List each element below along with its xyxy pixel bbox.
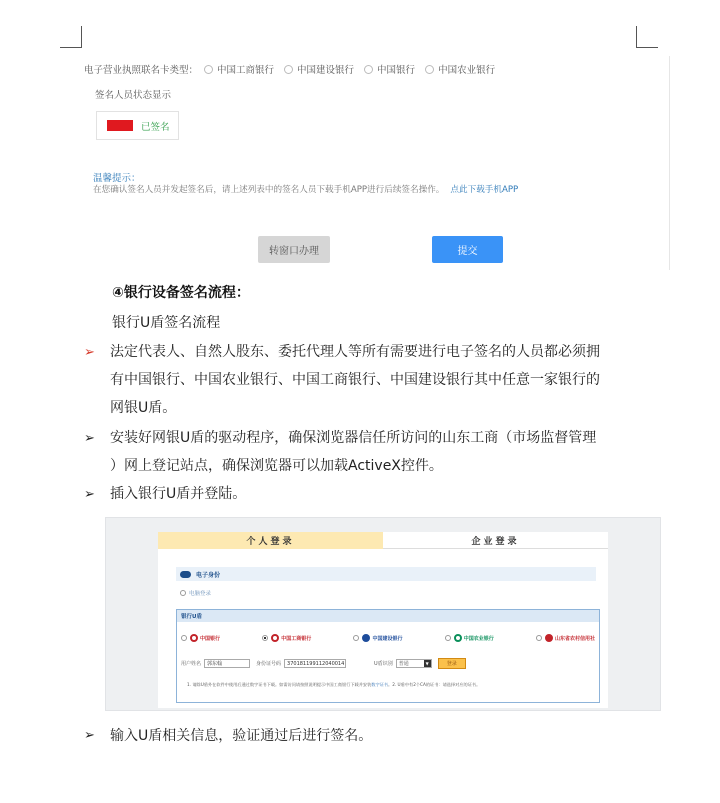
username-input[interactable]: 郭东翰 bbox=[204, 659, 250, 668]
card-option-icbc[interactable]: 中国工商银行 bbox=[204, 62, 274, 76]
sdrcu-logo-icon bbox=[545, 634, 553, 642]
status-title: 签名人员状态显示 bbox=[95, 90, 172, 101]
bullet-arrow-icon: ➢ bbox=[84, 728, 95, 743]
radio-icon bbox=[445, 635, 451, 641]
signing-form-screenshot bbox=[82, 56, 670, 270]
bullet-arrow-icon: ➢ bbox=[84, 431, 95, 446]
ukey-login-form: 用户姓名 郭东翰 身份证号码 370181199112040014 U盾识别 普通 ▼ 登录 bbox=[181, 658, 595, 669]
bank-option-ccb[interactable]: 中国建设银行 bbox=[353, 634, 402, 642]
bank-option-boc[interactable]: 中国银行 bbox=[181, 634, 220, 642]
page-corner-mark-left bbox=[60, 26, 82, 48]
login-tabs bbox=[158, 532, 608, 549]
bank-option-sdrcu[interactable]: 山东省农村信用社 bbox=[536, 634, 595, 642]
radio-icon bbox=[262, 635, 268, 641]
tab-enterprise-login[interactable]: 企业登录 bbox=[383, 532, 608, 549]
ecert-logo-icon bbox=[180, 571, 191, 578]
radio-icon bbox=[204, 65, 213, 74]
radio-icon bbox=[181, 635, 187, 641]
section-heading: ④银行设备签名流程： bbox=[112, 285, 250, 301]
bank-option-abc[interactable]: 中国农业银行 bbox=[445, 634, 494, 642]
paragraph-insert-ukey: 插入银行U盾并登陆。 bbox=[110, 486, 247, 502]
bullet-arrow-icon: ➢ bbox=[84, 487, 95, 502]
bank-login-screenshot bbox=[105, 517, 661, 711]
radio-icon bbox=[284, 65, 293, 74]
tip-title: 温馨提示： bbox=[93, 173, 141, 184]
section-subheading: 银行U盾签名流程 bbox=[112, 315, 221, 331]
page-corner-mark-right bbox=[636, 26, 658, 48]
bank-ukey-section bbox=[176, 609, 600, 703]
login-button[interactable]: 登录 bbox=[438, 658, 466, 669]
bank-section-title: 银行U盾 bbox=[177, 610, 599, 622]
signer-status-box bbox=[96, 111, 179, 140]
ukey-notice: 1. 请除U盾外在软件中使用后通过数字证书下载。如需访问请按照说明提示中国工商银行下载并安装数字证书。2. U盾中有2个CA的证书：请选择对应的证书。 bbox=[187, 682, 481, 687]
paragraph-driver-install: 安装好网银U盾的驱动程序，确保浏览器信任所访问的山东工商（市场监督管理 ）网上登记站点，确保浏览器可以加载ActiveX控件。 bbox=[110, 430, 597, 474]
boc-logo-icon bbox=[190, 634, 198, 642]
download-app-link[interactable]: 点此下载手机APP bbox=[450, 185, 519, 195]
paragraph-requirements: 法定代表人、自然人股东、委托代理人等所有需要进行电子签名的人员都必须拥 有中国银行、中国农业银行、中国工商银行、中国建设银行其中任意一家银行的 网银U盾。 bbox=[110, 344, 600, 416]
radio-icon bbox=[536, 635, 542, 641]
bullet-arrow-icon: ➢ bbox=[84, 345, 95, 360]
chevron-down-icon: ▼ bbox=[425, 661, 429, 666]
card-option-boc[interactable]: 中国银行 bbox=[364, 62, 415, 76]
login-panel bbox=[158, 549, 608, 708]
ecert-option[interactable]: 电脑登录 bbox=[180, 589, 211, 597]
card-option-ccb[interactable]: 中国建设银行 bbox=[284, 62, 354, 76]
card-option-abc[interactable]: 中国农业银行 bbox=[425, 62, 495, 76]
signed-status: 已签名 bbox=[141, 121, 170, 133]
card-type-row bbox=[84, 62, 505, 76]
radio-icon bbox=[364, 65, 373, 74]
card-type-label: 电子营业执照联名卡类型： bbox=[84, 65, 199, 76]
ecert-header: 电子身份 bbox=[176, 567, 596, 581]
radio-icon bbox=[353, 635, 359, 641]
ccb-logo-icon bbox=[362, 634, 370, 642]
submit-button[interactable]: 提交 bbox=[432, 236, 503, 263]
redacted-name-bar bbox=[107, 120, 133, 131]
bank-option-icbc[interactable]: 中国工商银行 bbox=[262, 634, 311, 642]
tip-text: 在您确认签名人员并发起签名后，请上述列表中的签名人员下载手机APP进行后续签名操作。 点此下载手机APP bbox=[93, 185, 519, 195]
idcard-input[interactable]: 370181199112040014 bbox=[284, 659, 346, 668]
radio-icon bbox=[180, 590, 186, 596]
bank-options bbox=[181, 634, 595, 642]
icbc-logo-icon bbox=[271, 634, 279, 642]
transfer-window-button[interactable]: 转窗口办理 bbox=[258, 236, 330, 263]
certificate-link[interactable]: 数字证书 bbox=[371, 682, 389, 687]
paragraph-enter-ukey-info: 输入U盾相关信息，验证通过后进行签名。 bbox=[110, 728, 373, 744]
abc-logo-icon bbox=[454, 634, 462, 642]
login-type-select[interactable]: 普通 ▼ bbox=[396, 659, 432, 668]
tab-personal-login[interactable]: 个人登录 bbox=[158, 532, 383, 549]
radio-icon bbox=[425, 65, 434, 74]
